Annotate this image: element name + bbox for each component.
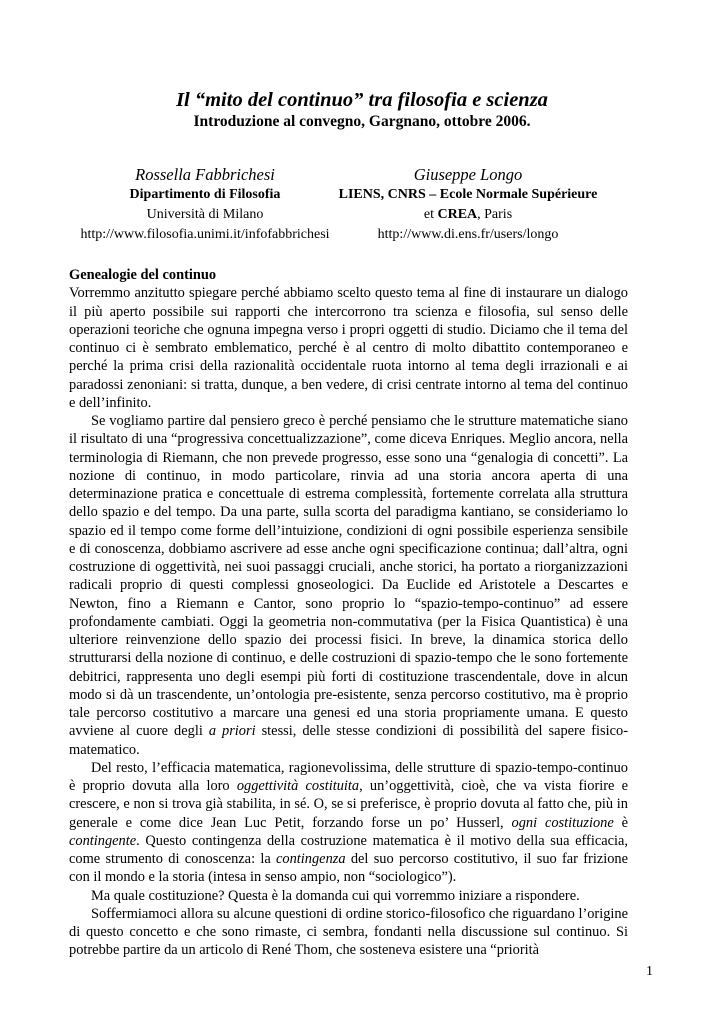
paragraph-3-text-c: è [613, 814, 628, 831]
author-name: Giuseppe Longo [413, 165, 523, 184]
affiliation-suffix: , Paris [477, 207, 513, 222]
author-block-longo [318, 164, 618, 245]
paragraph-3-italic-4: contingenza [276, 851, 346, 867]
paper-title: Il “mito del continuo” tra filosofia e scienza [176, 89, 548, 111]
paragraph-5: Soffermiamoci allora su alcune questioni di ordine storico-filosofico che riguardano l’origine di questo concetto e che sono rimaste, ci sembra, fondanti nella discussione sul continuo. Si potrebbe partire da un articolo di René Thom, che sosteneva esistere una “priorità [69, 905, 628, 959]
paragraph-3-italic-3: contingente [69, 832, 137, 849]
paragraph-2-text-b: stessi, delle stesse condizioni di possibilità del sapere fisico-matematico. [69, 723, 628, 758]
paragraph-3-text-d: . Questo contingenza della costruzione matematica è il motivo della sua efficacia, come strumento di conoscenza: la [69, 832, 628, 867]
paragraph-3-italic-2: ogni costituzione [511, 814, 614, 831]
paragraph-3 [69, 759, 628, 887]
section-heading: Genealogie del continuo [69, 267, 217, 283]
affiliation-crea: CREA [437, 207, 478, 222]
paragraph-2 [69, 412, 628, 759]
author-name: Rossella Fabbrichesi [135, 165, 275, 184]
paragraph-3-text-a: Del resto, l’efficacia matematica, ragionevolissima, delle strutture di spazio-tempo-continuo è proprio dovuta alla loro [69, 759, 628, 794]
paragraph-4: Ma quale costituzione? Questa è la domanda cui qui vorremmo iniziare a rispondere. [91, 887, 580, 904]
author-url: http://www.filosofia.unimi.it/infofabbrichesi [80, 227, 330, 242]
paragraph-3-text-e: del suo percorso costitutivo, il suo far frizione con il mondo e la storia (intesa in senso ampio, non “sociologico”). [69, 851, 628, 886]
paragraph-3-italic-1: oggettività costituita [236, 778, 360, 794]
paragraph-2-italic: a priori [208, 723, 256, 740]
paragraph-1: Vorremmo anzitutto spiegare perché abbiamo scelto questo tema al fine di instaurare un dialogo il più aperto possibile sui rapporti che intercorrono tra scienza e filosofia, sul senso delle operazioni teoriche che ognuna impegna verso i propri oggetti di studio. Diciamo che il tema del continuo ci è sembrato emblematico, perché è al centro di molto dibattito contemporaneo e perché la prima crisi della razionalità occidentale ruota intorno al tema degli irrazionali e ai paradossi zenoniani: si tratta, dunque, a ben vedere, di crisi centrate intorno al tema del continuo e dell’infinito. [69, 285, 628, 411]
author-department: Dipartimento di Filosofia [129, 187, 281, 202]
paper-body [69, 266, 628, 960]
page-number: 1 [646, 964, 653, 979]
author-department: LIENS, CNRS – Ecole Normale Supérieure [338, 187, 598, 202]
paragraph-2-text-a: Se vogliamo partire dal pensiero greco è perché pensiamo che le strutture matematiche siano il risultato di una “progressiva concettualizzazione”, come diceva Enriques. Meglio ancora, nella terminologia di Riemann, che non prevede progresso, esse sono una “genalogia di concetti”. La nozione di continuo, in modo particolare, rinvia ad una storia ancora aperta di una determinazione pratica e concettuale di estrema complessità, fortemente correlata alla struttura dello spazio e del tempo. Da una parte, sulla scorta del paradigma kantiano, se consideriamo lo spazio ed il tempo come forme dell’intuizione, condizioni di ogni possibile esperienza sensibile e di conoscenza, dobbiamo ascrivere ad esse anche ogni specificazione continua; dall’altra, ogni costruzione di oggettività, nei suoi passaggi cruciali, anche storici, ha portato a riorganizzazioni radicali proprio di questi complessi gnoseologici. Da Euclide ed Aristotele a Descartes e Newton, fino a Riemann e Cantor, sono proprio lo “spazio-tempo-continuo” ad essere profondamente cambiati. Oggi la geometria non-commutativa (per la Fisica Quantistica) è una ulteriore reinvenzione dello spazio dei processi fisici. In breve, la dinamica storica dello strutturarsi della nozione di continuo, e delle costruzioni di spazio-tempo che le sono fortemente debitrici, rappresenta uno degli esempi più forti di costituzione trascendentale, dove in alcun modo si dà un trascendente, un’ontologia pre-esistente, senza percorso costitutivo, ma è proprio tale percorso costitutivo a marcare una genesi ed una storia propriamente umana. E questo avviene al cuore degli [69, 413, 628, 740]
affiliation-prefix: et [423, 207, 438, 222]
author-affiliation [318, 205, 618, 225]
author-block-fabbrichesi [60, 164, 350, 245]
paper-subtitle: Introduzione al convegno, Gargnano, ottobre 2006. [193, 113, 531, 130]
author-affiliation: Università di Milano [146, 207, 264, 222]
author-url: http://www.di.ens.fr/users/longo [377, 227, 559, 242]
paragraph-3-text-b: , un’oggettività, cioè, che va vista fiorire e crescere, e non si trova già stabilita, in sé. O, se si preferisce, è proprio dovuta al fatto che, più in generale e come dice Jean Luc Petit, forzando forse un po’ Husserl, [69, 778, 629, 831]
